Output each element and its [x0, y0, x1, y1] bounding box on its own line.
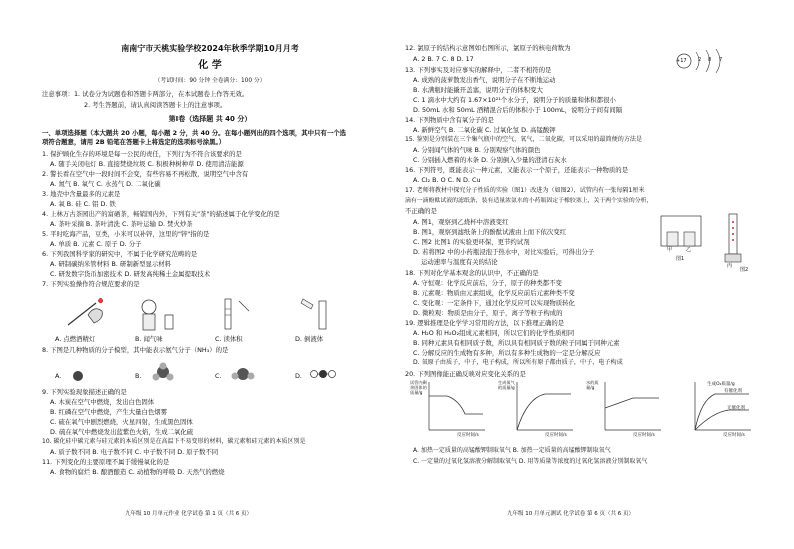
instruction-2: 项符合题意，请用 2B 铅笔在答题卡上将选定的选项标号涂黑。） — [42, 138, 226, 146]
q20-options-cd: C. 一定量的过氧化氢溶液分解制取氧气 D. 用等质量等浓度的过氧化氢溶液分别制取氧气 — [413, 458, 648, 465]
graph-d-label-catalyst: 有催化剂 — [724, 389, 742, 394]
q7-option-a: A. 点燃酒精灯 — [55, 335, 96, 343]
q20-options-ab: A. 加热一定质量的高锰酸钾制取氧气 B. 加热一定质量的高锰酸钾制取氧气 — [413, 447, 611, 454]
graph-c — [589, 378, 664, 440]
q8-option-b: B. — [135, 372, 142, 380]
fig-label-bing: 丙 — [727, 263, 733, 269]
fig-label-fig1: 图1 — [676, 256, 685, 262]
exam-title: 南南宁市天桃实验学校2024年秋季学期10月月考 — [121, 44, 299, 53]
q11: 11. 下列变化的主要原理不属于缓慢氧化的是 — [42, 458, 170, 466]
q19-option-a: A. H₂O 和 H₂O₂组成元素相同，所以它们的化学性质相同 — [413, 329, 575, 337]
graph-d-label-no-catalyst: 无催化剂 — [727, 406, 745, 411]
q16: 16. 下列符号，既能表示一种元素，又能表示一个原子，还能表示一种物质的是 — [405, 166, 629, 174]
graph-a-ylabel: 试管内剩余固体的质量/g — [410, 380, 427, 395]
q8-option-d: D. — [295, 372, 302, 380]
atom-shell-1: 2 — [698, 57, 702, 63]
q13-option-b: B. 水满瓶时能撬开盖塞，说明分子的体积变大 — [413, 86, 543, 94]
q18-option-d: D. 微粒观：物质是由分子，原子，离子等粒子构成的 — [413, 309, 563, 317]
q6-options-ab: A. 研制碳纳米管材料 B. 研制新型显示材料 — [50, 260, 172, 268]
molecule-experiment-figure — [659, 212, 769, 274]
molecule-b — [148, 362, 178, 382]
note-1: 注意事项：1. 试卷分为试题卷和答题卡两部分，在本试题卷上作答无效。 — [42, 90, 249, 98]
q12: 12. 氯原子的结构示意图如右图所示，氯原子的核电荷数为 — [405, 44, 571, 52]
graph-b-xlabel: 反应时间/s — [545, 433, 567, 438]
q2-options: A. 氮气 B. 氧气 C. 水蒸气 D. 二氧化碳 — [50, 180, 161, 188]
lab-figure-b — [135, 295, 185, 333]
q8: 8. 下图是几种物质的分子模型，其中能表示氨气分子（NH₃）的是 — [42, 346, 229, 354]
q1-options: A. 随手关闭电灯 B. 直接焚烧垃圾 C. 积极种树种草 D. 使用清洁能源 — [50, 160, 244, 168]
q18-option-b: B. 元素观：物质由元素组成，化学反应前后元素种类不变 — [413, 289, 575, 297]
q5-options: A. 单质 B. 元素 C. 原子 D. 分子 — [50, 240, 142, 248]
q8-option-a: A. — [55, 372, 62, 380]
q17-option-d-cont: 运动速率与温度有关的结论 — [421, 258, 498, 266]
section-title: 第Ⅰ卷（选择题 共 40 分） — [168, 115, 252, 123]
q12-options: A. 2 B. 7 C. 8 D. 17 — [413, 55, 474, 63]
q18-option-c: C. 变化观：一定条件下，通过化学反应可以实现物质转化 — [413, 299, 575, 307]
q17-line-3: 不正确的是 — [405, 207, 437, 215]
q13-option-c: C. 1 滴水中大约有 1.67×10²¹个水分子，说明分子的质量和体积都很小 — [413, 96, 616, 104]
molecule-c — [228, 364, 258, 384]
q4-options: A. 茶叶采摘 B. 茶叶清洗 C. 茶叶运输 D. 焚火炒茶 — [50, 220, 193, 228]
q9-option-c: C. 硫在氧气中剧烈燃烧，火星四射，生成黑色固体 — [50, 418, 193, 426]
instruction-1: 一、单项选择题（本大题共 20 小题，每小题 2 分，共 40 分。在每小题列出的四个选项，其中只有一个选 — [42, 129, 346, 137]
fig-label-jia: 甲 — [667, 247, 673, 253]
q17-option-a: A. 图1，观察到乙烧杯中溶液变红 — [413, 218, 509, 226]
q7-option-d: D. 倒液体 — [295, 335, 324, 343]
exam-info: （考试时间：90 分钟 全卷满分：100 分） — [154, 78, 266, 84]
q17-option-d: D. 若将图2 中的小药瓶浸泡于热水中，对比实验后，可得出分子 — [413, 248, 595, 256]
graph-c-ylabel: 水的质量/g — [586, 380, 599, 390]
graph-d-ylabel: 生成O₂质量/g — [707, 382, 735, 387]
subject-title: 化 学 — [198, 60, 222, 71]
note-2: 2. 考生答题前，请认真阅读答题卡上的注意事项。 — [84, 101, 227, 109]
q1: 1. 保护顾化生存的环境是每一公民的责任，下列行为不符合该要求的是 — [42, 150, 242, 158]
q13: 13. 下列事实及对应事实的解释中，二者不相符的是 — [405, 66, 552, 74]
q6: 6. 下列我国科学家的研究中，不属于化学研究范畴的是 — [42, 250, 198, 258]
atom-shell-3: 7 — [719, 57, 723, 63]
lab-figure-a — [60, 295, 110, 333]
graph-a-xlabel: 反应时间/s — [457, 433, 479, 438]
q15: 15. 鉴别是分别装在三个集气瓶中的空气，氧气，二氧化碳，可以采用的最简便的方法是 — [405, 136, 643, 143]
q7-option-c: C. 读体积 — [215, 335, 243, 343]
q6-options-cd: C. 研发数字货币加密技术 D. 研发高纯稀土金属提取技术 — [50, 270, 211, 278]
q16-options: A. Cl₂ B. O C. N D. Cu — [413, 176, 481, 184]
molecule-a — [68, 366, 98, 386]
q9-option-a: A. 木炭在空气中燃烧，发出白色固体 — [50, 398, 155, 406]
atom-shell-2: 8 — [708, 57, 712, 63]
fig-label-yi: 乙 — [686, 247, 692, 253]
q10-options: A. 质子数不同 B. 电子数不同 C. 中子数不同 D. 原子数不同 — [50, 448, 219, 456]
graph-d-xlabel: 反应时间/s — [723, 433, 745, 438]
q9-option-b: B. 红磷在空气中燃烧，产生大量白色烟雾 — [50, 408, 168, 416]
q7-option-b: B. 闻气味 — [135, 335, 163, 343]
q11-options: A. 食物的腐烂 B. 酿酒酿造 C. 动植物的呼吸 D. 天然气的燃烧 — [50, 468, 225, 476]
graph-c-xlabel: 反应时间/s — [633, 433, 655, 438]
graph-b-ylabel: 生成氧气的质量/g — [498, 380, 515, 390]
fig-label-fig2: 图2 — [740, 267, 749, 273]
q19-option-b: B. 同种元素具有相同质子数，所以具有相同质子数的粒子同属于同种元素 — [413, 339, 620, 347]
q17-option-c: C. 图2 比图1 的实验更环保，更节约试剂 — [413, 238, 530, 246]
right-page — [397, 0, 794, 549]
q18: 18. 下列对化学基本观念的认识中，不正确的是 — [405, 269, 539, 277]
q13-option-d: D. 50mL 水和 50mL 酒精混合后的体积小于 100mL，说明分子间有间隔 — [413, 106, 623, 114]
q17-line-2: 滴有一滴酚酞试液的滤纸条，装有适量浓氨水的小药瓶固定于橡胶塞上，关于两个实验的分析， — [405, 198, 653, 204]
q19: 19. 逻辑推理是化学学习常用的方法，以下推理正确的是 — [405, 319, 565, 327]
q17-line-1: 17. 老师将教材中探究分子性质的实验（图1）改进为（如图2），试管内有一张每隔1厘米 — [405, 187, 645, 194]
q18-option-a: A. 守恒观：化学反应前后，分子，原子的种类都不变 — [413, 279, 562, 287]
right-footer: 九年级 10 月单元测试 化学试卷 第 6 页（共 6 页） — [507, 511, 634, 517]
q8-option-c: C. — [215, 372, 222, 380]
left-footer: 九年级 10 月单元作业 化学试卷 第 1 页（共 6 页） — [125, 511, 252, 517]
lab-figure-d — [295, 295, 345, 333]
q15-options-cd: C. 分别插入燃着的木条 D. 分别倒入少量的澄清石灰水 — [413, 156, 567, 164]
lab-figure-c — [215, 295, 265, 333]
q3: 3. 地壳中含量最多的元素是 — [42, 190, 121, 198]
q13-option-a: A. 成熟的菠萝散发出香气，说明分子在不断地运动 — [413, 76, 556, 84]
q3-options: A. 氧 B. 硅 C. 铝 D. 铁 — [50, 200, 116, 208]
atom-nucleus: +17 — [676, 58, 687, 64]
q7: 7. 下列实验操作符合规范要求的是 — [42, 280, 140, 288]
q9: 9. 下列实验现象描述正确的是 — [42, 388, 127, 396]
q4: 4. 上林万古茶园出产的富硒茶，畅销国内外，下列有关"茶"的描述属于化学变化的是 — [42, 210, 280, 218]
q19-option-d: D. 氧原子由质子，中子，电子构成，所以所有原子都由质子，中子，电子构成 — [413, 359, 623, 366]
q5: 5. 平时吃海产品，豆类，小米可以补锌，这里的"锌"指的是 — [42, 230, 210, 238]
molecule-d — [308, 364, 338, 384]
q10: 10. 碳化硅中碳元素与硅元素的本质区别是在高温下不易变形的材料，碳元素和硅元素的本质区别是 — [42, 438, 306, 445]
q15-options-ab: A. 分别闻气体的气味 B. 分别观察气体的颜色 — [413, 146, 541, 154]
q14-options: A. 新鲜空气 B. 二氧化碳 C. 过氧化氢 D. 高锰酸钾 — [413, 126, 556, 134]
q2: 2. 警长看在空气中一段时间不会变，有些容易不再松散，说明空气中含有 — [42, 170, 249, 178]
q20: 20. 下列图像能正确反映对应变化关系的是 — [405, 370, 526, 378]
q9-option-d: D. 硫在氧气中燃烧发出蓝紫色火焰，生成二氧化硫 — [50, 428, 194, 436]
q19-option-c: C. 分解反应的生成物有多种，所以有多种生成物的一定是分解反应 — [413, 349, 601, 357]
q14: 14. 下列物质中含有氧分子的是 — [405, 116, 494, 124]
q17-option-b: B. 图1，观察到滤纸条上的酚酞试液由上而下依次变红 — [413, 228, 567, 236]
